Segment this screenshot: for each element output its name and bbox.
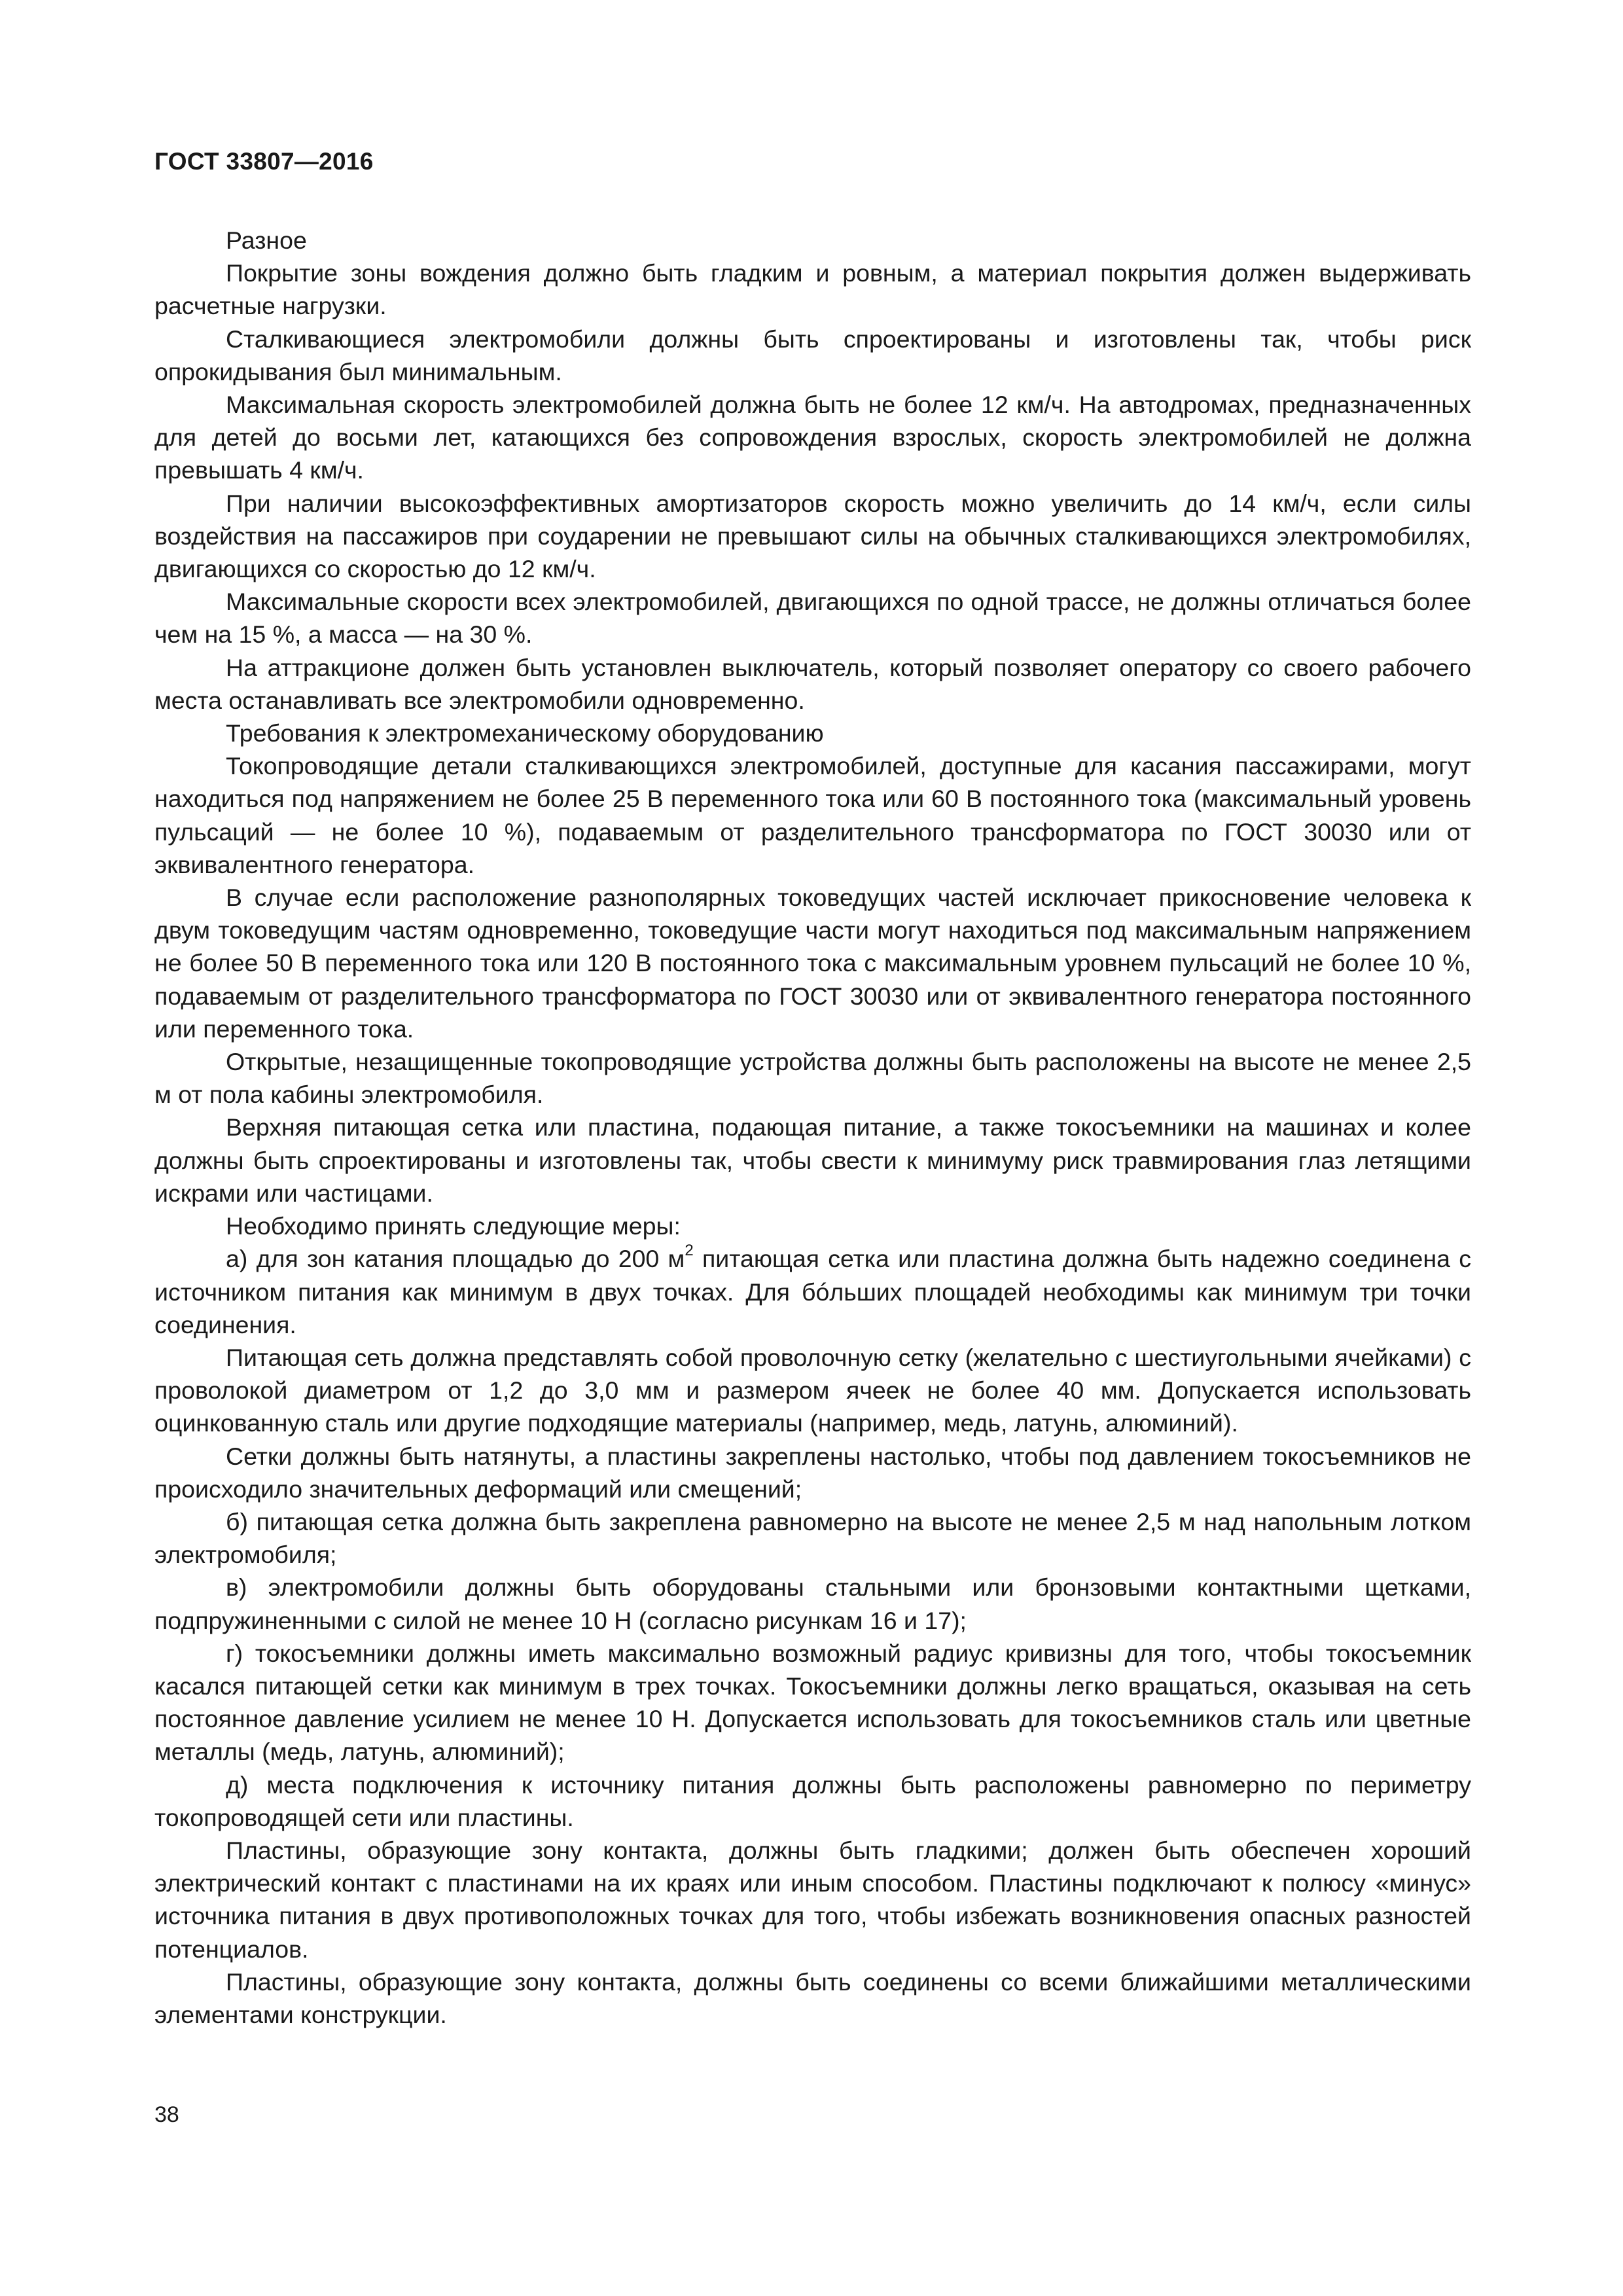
paragraph: Максимальные скорости всех электромобилей, двигающихся по одной трассе, не должны отличаться более чем на 15 %, а масса — на 30 %. — [154, 588, 1471, 649]
paragraph: Необходимо принять следующие меры: — [226, 1212, 681, 1240]
document-body — [154, 224, 1471, 2031]
paragraph: При наличии высокоэффективных амортизаторов скорость можно увеличить до 14 км/ч, если силы воздействия на пассажиров при соударении не превышают силы на обычных сталкивающихся электромобилях, двигающихся со скоростью до 12 км/ч. — [154, 489, 1471, 583]
list-item-a-text: а) для зон катания площадью до 200 м — [226, 1245, 685, 1273]
paragraph: Пластины, образующие зону контакта, должны быть соединены со всеми ближайшими металлическими элементами конструкции. — [154, 1967, 1471, 2028]
list-item-a-text-continued: питающая сетка или пластина должна быть надежно соединена с источником питания как минимум в двух точках. Для бóльших площадей необходимы как минимум три точки соединения. — [154, 1245, 1471, 1338]
list-item-g: г) токосъемники должны иметь максимально возможный радиус кривизны для того, чтобы токосъемник касался питающей сетки как минимум в трех точках. Токосъемники должны легко вращаться, оказывая на сеть постоянное давление усилием не менее 10 Н. Допускается использовать для токосъемников сталь или цветные металлы (медь, латунь, алюминий); — [154, 1639, 1471, 1766]
paragraph-section-electromechanical: Требования к электромеханическому оборудованию — [226, 719, 824, 747]
list-item-d: д) места подключения к источнику питания должны быть расположены равномерно по периметру токопроводящей сети или пластины. — [154, 1770, 1471, 1831]
list-item-a — [154, 1242, 1471, 1341]
paragraph-section-misc: Разное — [226, 226, 307, 254]
paragraph: Сталкивающиеся электромобили должны быть спроектированы и изготовлены так, чтобы риск опрокидывания был минимальным. — [154, 325, 1471, 386]
paragraph: Покрытие зоны вождения должно быть гладким и ровным, а материал покрытия должен выдерживать расчетные нагрузки. — [154, 259, 1471, 320]
superscript-square: 2 — [685, 1242, 694, 1260]
paragraph: Открытые, незащищенные токопроводящие устройства должны быть расположены на высоте не менее 2,5 м от пола кабины электромобиля. — [154, 1048, 1471, 1109]
paragraph: Питающая сеть должна представлять собой проволочную сетку (желательно с шестиугольными ячейками) с проволокой диаметром от 1,2 до 3,0 мм и размером ячеек не более 40 мм. Допускается использовать оцинкованную сталь или другие подходящие материалы (например, медь, латунь, алюминий). — [154, 1343, 1471, 1437]
paragraph: Токопроводящие детали сталкивающихся электромобилей, доступные для касания пассажирами, могут находиться под напряжением не более 25 В переменного тока или 60 В постоянного тока (максимальный уровень пульсаций — не более 10 %), подаваемым от разделительного трансформатора по ГОСТ 30030 или от эквивалентного генератора. — [154, 752, 1471, 878]
paragraph: На аттракционе должен быть установлен выключатель, который позволяет оператору со своего рабочего места останавливать все электромобили одновременно. — [154, 653, 1471, 714]
list-item-b: б) питающая сетка должна быть закреплена равномерно на высоте не менее 2,5 м над напольным лотком электромобиля; — [154, 1507, 1471, 1569]
paragraph: Максимальная скорость электромобилей должна быть не более 12 км/ч. На автодромах, предназначенных для детей до восьми лет, катающихся без сопровождения взрослых, скорость электромобилей не должна превышать 4 км/ч. — [154, 391, 1471, 484]
paragraph: Сетки должны быть натянуты, а пластины закреплены настолько, чтобы под давлением токосъемников не происходило значительных деформаций или смещений; — [154, 1442, 1471, 1503]
list-item-v: в) электромобили должны быть оборудованы стальными или бронзовыми контактными щетками, подпружиненными с силой не менее 10 Н (согласно рисункам 16 и 17); — [154, 1573, 1471, 1634]
paragraph: В случае если расположение разнополярных токоведущих частей исключает прикосновение человека к двум токоведущим частям одновременно, токоведущие части могут находиться под максимальным напряжением не более 50 В переменного тока или 120 В постоянного тока с максимальным уровнем пульсаций не более 10 %, подаваемым от разделительного трансформатора по ГОСТ 30030 или от эквивалентного генератора постоянного или переменного тока. — [154, 884, 1471, 1043]
page-number: 38 — [154, 2102, 179, 2127]
paragraph: Пластины, образующие зону контакта, должны быть гладкими; должен быть обеспечен хороший электрический контакт с пластинами на их краях или иным способом. Пластины подключают к полюсу «минус» источника питания в двух противоположных точках для того, чтобы избежать возникновения опасных разностей потенциалов. — [154, 1836, 1471, 1963]
paragraph: Верхняя питающая сетка или пластина, подающая питание, а также токосъемники на машинах и колее должны быть спроектированы и изготовлены так, чтобы свести к минимуму риск травмирования глаз летящими искрами или частицами. — [154, 1113, 1471, 1207]
document-header-id: ГОСТ 33807—2016 — [154, 148, 374, 175]
